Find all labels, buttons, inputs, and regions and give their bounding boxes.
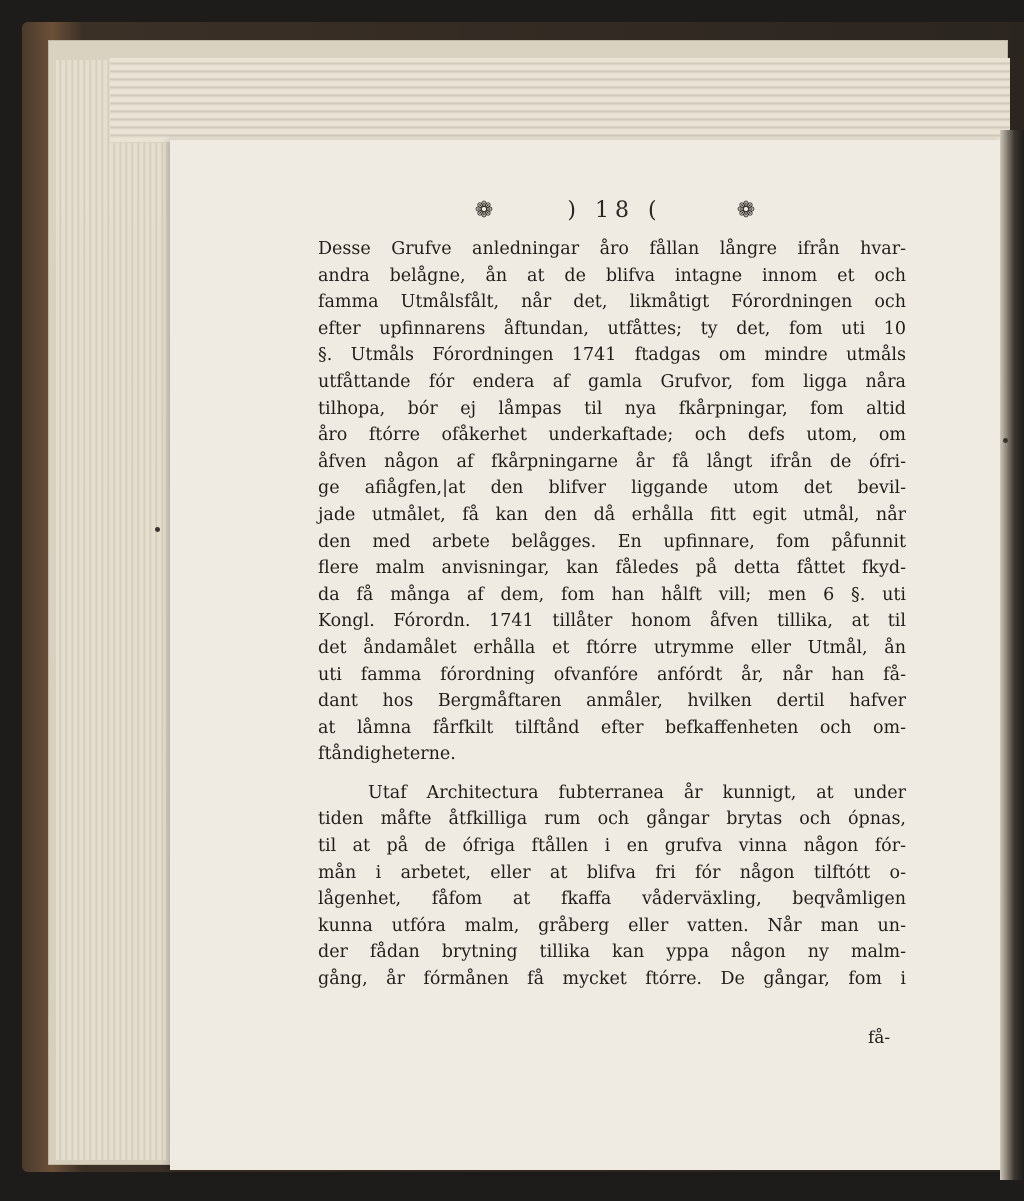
- paragraph-2: [318, 780, 906, 993]
- text-line: åro ftórre ofåkerhet underkaftade; och defs utom, om: [318, 425, 906, 446]
- flower-ornament-icon: ❁: [474, 197, 494, 223]
- text-line: da få många af dem, fom han hålft vill; men 6 §. uti: [318, 584, 906, 605]
- page-gutter-shadow: [1000, 130, 1024, 1180]
- text-line: tiden måfte åtfkilliga rum och gångar brytas och ópnas,: [318, 809, 906, 830]
- text-line: kunna utfóra malm, gråberg eller vatten. Når man un-: [318, 915, 906, 936]
- text-line: der fådan brytning tillika kan yppa någon ny malm-: [318, 942, 906, 963]
- text-line: Desse Grufve anledningar åro fållan långre ifrån hvar-: [318, 239, 906, 259]
- text-line: tilhopa, bór ej låmpas til nya fkårpningar, fom altid: [318, 398, 906, 419]
- ink-speck: [1003, 438, 1008, 443]
- page-number: ) 18 (: [567, 197, 663, 223]
- text-line: mån i arbetet, eller at blifva fri fór någon tilftótt o-: [318, 862, 906, 883]
- page-edges-top: [110, 58, 1010, 143]
- text-line: lågenhet, fåfom at fkaffa våderväxling, beqvåmligen: [318, 889, 906, 910]
- text-line: flere malm anvisningar, kan fåledes på detta fåttet fkyd-: [318, 558, 906, 579]
- body-text: [318, 236, 906, 993]
- text-line: gång, år fórmånen få mycket ftórre. De gångar, fom i: [318, 969, 906, 990]
- text-line: §. Utmåls Fórordningen 1741 ftadgas om mindre utmåls: [318, 345, 906, 366]
- ink-speck: [155, 527, 160, 532]
- text-line: jade utmålet, få kan den då erhålla fitt egit utmål, når: [318, 504, 906, 525]
- text-line: uti famma fórordning ofvanfóre anfórdt år, når han få-: [318, 664, 906, 685]
- paragraph-1: [318, 236, 906, 768]
- text-line: Utaf Architectura fubterranea år kunnigt, at under: [368, 782, 906, 803]
- text-line: at låmna fårfkilt tilftånd efter befkaffenheten och om-: [318, 717, 906, 738]
- text-line: ge afiågfen,|at den blifver liggande utom det bevil-: [318, 478, 906, 499]
- text-line: famma Utmålsfålt, når det, likmåtigt Fórordningen och: [318, 292, 906, 313]
- text-line: den med arbete belågges. En upfinnare, fom påfunnit: [318, 531, 906, 552]
- flower-ornament-icon: ❁: [736, 197, 756, 223]
- catchword: få-: [868, 1028, 891, 1048]
- page-header: [470, 190, 760, 230]
- text-line: andra belågne, ån at de blifva intagne innom et och: [318, 265, 906, 286]
- page-edges-left: [56, 60, 166, 1160]
- text-line: ftåndigheterne.: [318, 744, 456, 765]
- text-line: efter upfinnarens åftundan, utfåttes; ty det, fom uti 10: [318, 318, 906, 339]
- text-line: det åndamålet erhålla et ftórre utrymme eller Utmål, ån: [318, 637, 906, 658]
- text-line: dant hos Bergmåftaren anmåler, hvilken dertil hafver: [318, 691, 906, 712]
- text-line: til at på de ófriga ftållen i en grufva vinna någon fór-: [318, 836, 906, 857]
- text-line: utfåttande fór endera af gamla Grufvor, fom ligga nåra: [318, 371, 906, 392]
- text-line: åfven någon af fkårpningarne år få långt ifrån de ófri-: [318, 451, 906, 472]
- text-line: Kongl. Fórordn. 1741 tillåter honom åfven tillika, at til: [318, 611, 906, 632]
